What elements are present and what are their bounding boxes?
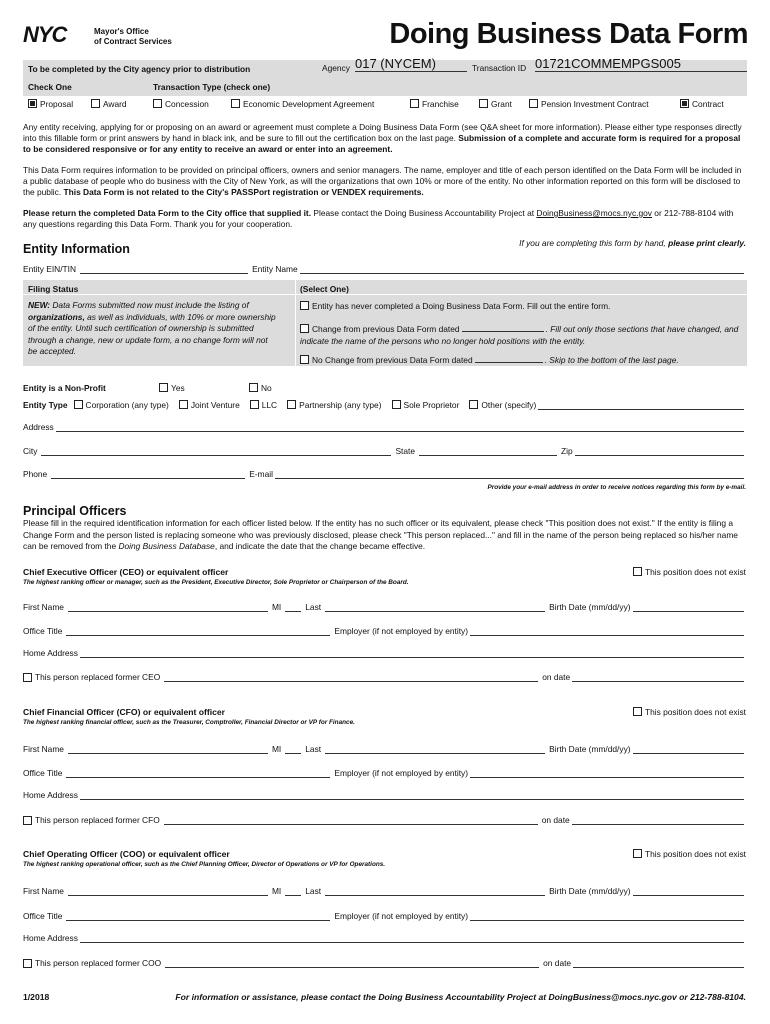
award-label: Award xyxy=(103,99,127,109)
coo-replaced-input[interactable] xyxy=(165,956,539,968)
intro-p3 xyxy=(23,208,747,230)
cfo-first-label: First Name xyxy=(23,744,64,754)
cfo-home-input[interactable] xyxy=(80,789,744,800)
ceo-birth-label: Birth Date (mm/dd/yy) xyxy=(549,602,631,612)
award-checkbox[interactable] xyxy=(91,99,100,108)
proposal-label: Proposal xyxy=(40,99,74,109)
type-partnership[interactable] xyxy=(287,400,381,410)
opt-nochange[interactable] xyxy=(300,351,679,365)
coo-not-exist-checkbox[interactable] xyxy=(633,849,642,858)
change-label-a: Change from previous Data Form dated xyxy=(312,324,460,334)
new-note xyxy=(28,300,276,358)
opt-change[interactable] xyxy=(300,320,740,347)
office-line1: Mayor's Office xyxy=(94,27,149,36)
cfo-employer-input[interactable] xyxy=(470,767,744,778)
ceo-replaced-row xyxy=(23,670,746,682)
ceo-name-row xyxy=(23,600,746,612)
zip-label: Zip xyxy=(561,446,573,456)
coo-on-date-input[interactable] xyxy=(573,957,744,968)
ceo-mi-label: MI xyxy=(271,602,282,612)
franchise-label: Franchise xyxy=(422,99,459,109)
entity-name-label: Entity Name xyxy=(252,264,298,274)
grant-checkbox[interactable] xyxy=(479,99,488,108)
check-one-label: Check One xyxy=(28,82,72,92)
to-be-completed: To be completed by the City agency prior to distribution xyxy=(28,64,251,74)
opt-franchise[interactable] xyxy=(410,99,459,109)
ceo-employer-label: Employer (if not employed by entity) xyxy=(334,626,469,636)
corp-checkbox[interactable] xyxy=(74,400,83,409)
intro-p3-bold: Please return the completed Data Form to the City office that supplied it. xyxy=(23,208,312,218)
coo-birth-input[interactable] xyxy=(633,885,744,896)
ceo-replaced-checkbox[interactable] xyxy=(23,673,32,682)
nonprofit-no[interactable] xyxy=(249,383,272,393)
ceo-on-date-input[interactable] xyxy=(572,671,744,682)
entity-type-row xyxy=(23,399,746,410)
opt-concession[interactable] xyxy=(153,99,209,109)
coo-replaced-checkbox[interactable] xyxy=(23,959,32,968)
proposal-checkbox[interactable] xyxy=(28,99,37,108)
coo-not-exist[interactable] xyxy=(633,849,746,859)
ceo-birth-input[interactable] xyxy=(633,601,744,612)
entity-type-label: Entity Type xyxy=(23,400,68,410)
cfo-birth-input[interactable] xyxy=(633,743,744,754)
address-row xyxy=(23,421,746,432)
ein-label: Entity EIN/TIN xyxy=(23,264,77,274)
contract-label: Contract xyxy=(692,99,724,109)
opt-pension[interactable] xyxy=(529,99,649,109)
new-note-a: NEW: xyxy=(28,300,51,310)
address-label: Address xyxy=(23,422,54,432)
cfo-mi-input[interactable] xyxy=(285,742,301,754)
nonprofit-yes[interactable] xyxy=(159,383,185,393)
hand-note xyxy=(519,238,746,248)
office-line2: of Contract Services xyxy=(94,37,172,46)
select-one-label: (Select One) xyxy=(300,284,349,294)
cfo-title-row xyxy=(23,766,746,778)
footer-note: For information or assistance, please contact the Doing Business Accountability Project at DoingBusiness@mocs.nyc.gov or 212-788-8104. xyxy=(175,992,746,1002)
ceo-office-title-input[interactable] xyxy=(66,624,330,636)
intro-p3-text2: or 212-788-8104 with any questions regarding this Data Form. Thank you for your cooperation. xyxy=(23,208,734,229)
opt-never[interactable] xyxy=(300,301,610,311)
partnership-checkbox[interactable] xyxy=(287,400,296,409)
ein-input[interactable] xyxy=(80,262,248,274)
ceo-not-exist[interactable] xyxy=(633,567,746,577)
cfo-not-exist[interactable] xyxy=(633,707,746,717)
type-llc[interactable] xyxy=(250,400,277,410)
coo-replaced-row xyxy=(23,956,746,968)
entity-heading: Entity Information xyxy=(23,242,130,256)
opt-grant[interactable] xyxy=(479,99,512,109)
email-input[interactable] xyxy=(275,468,744,479)
coo-sub: The highest ranking operational officer, such as the Chief Planning Officer, Director of Operations or VP for Operations. xyxy=(23,861,386,868)
intro-p2-text: This Data Form requires information to be provided on principal officers, owners and senior managers. The name, employer and title of each person identified on the Data Form will be included in a public database of people who do business with the City of New York, as will the organizations that own 10% or more of the entity. No other information reported on this form will be disclosed to the public. xyxy=(23,165,742,197)
email-note: Provide your e-mail address in order to receive notices regarding this form by e-mail. xyxy=(487,484,746,491)
nochange-label-b: . Skip to the bottom of the last page. xyxy=(544,355,679,365)
ceo-home-label: Home Address xyxy=(23,648,78,658)
corp-label: Corporation (any type) xyxy=(85,400,169,410)
grant-label: Grant xyxy=(491,99,512,109)
cfo-last-input[interactable] xyxy=(325,742,545,754)
coo-home-input[interactable] xyxy=(80,932,744,943)
entity-name-input[interactable] xyxy=(300,263,744,274)
address-input[interactable] xyxy=(56,421,744,432)
opt-award[interactable] xyxy=(91,99,127,109)
intro-p3-text: Please contact the Doing Business Accountability Project at xyxy=(313,208,535,218)
transaction-field[interactable]: 01721COMMEMPGS005 xyxy=(535,56,747,72)
cfo-home-label: Home Address xyxy=(23,790,78,800)
coo-home-label: Home Address xyxy=(23,933,78,943)
type-other[interactable] xyxy=(469,400,536,410)
opt-contract[interactable] xyxy=(680,99,724,109)
coo-last-input[interactable] xyxy=(325,884,545,896)
eda-checkbox[interactable] xyxy=(231,99,240,108)
coo-office-title-label: Office Title xyxy=(23,911,63,921)
ein-row xyxy=(23,262,746,274)
ceo-employer-input[interactable] xyxy=(470,625,744,636)
coo-birth-label: Birth Date (mm/dd/yy) xyxy=(549,886,631,896)
coo-title-row xyxy=(23,909,746,921)
coo-not-exist-label: This position does not exist xyxy=(644,849,746,859)
type-jv[interactable] xyxy=(179,400,240,410)
filing-hdivider xyxy=(23,294,747,295)
principal-heading: Principal Officers xyxy=(23,504,127,518)
office-name xyxy=(94,27,172,47)
other-label: Other (specify) xyxy=(481,400,537,410)
change-checkbox[interactable] xyxy=(300,324,309,333)
contract-checkbox[interactable] xyxy=(680,99,689,108)
zip-input[interactable] xyxy=(575,445,744,456)
state-input[interactable] xyxy=(419,444,557,456)
hand-note-b: please print clearly. xyxy=(668,238,746,248)
change-label-b: . Fill out only those sections that have changed, and indicate the name of the persons who no longer hold positions with the entity. xyxy=(300,324,739,346)
no-label: No xyxy=(261,383,272,393)
cfo-mi-label: MI xyxy=(271,744,282,754)
ceo-mi-input[interactable] xyxy=(285,600,301,612)
llc-checkbox[interactable] xyxy=(250,400,259,409)
cfo-not-exist-label: This position does not exist xyxy=(644,707,746,717)
coo-name-row xyxy=(23,884,746,896)
coo-first-label: First Name xyxy=(23,886,64,896)
cfo-birth-label: Birth Date (mm/dd/yy) xyxy=(549,744,631,754)
ceo-on-date-label: on date xyxy=(542,672,571,682)
concession-checkbox[interactable] xyxy=(153,99,162,108)
ceo-not-exist-checkbox[interactable] xyxy=(633,567,642,576)
intro-p2 xyxy=(23,165,747,198)
principal-desc xyxy=(23,518,747,553)
other-checkbox[interactable] xyxy=(469,400,478,409)
cfo-name-row xyxy=(23,742,746,754)
other-specify-input[interactable] xyxy=(538,399,744,410)
coo-office-title-input[interactable] xyxy=(66,909,330,921)
phone-label: Phone xyxy=(23,469,48,479)
never-label: Entity has never completed a Doing Business Data Form. Fill out the entire form. xyxy=(312,301,611,311)
cfo-title: Chief Financial Officer (CFO) or equivalent officer xyxy=(23,707,225,717)
phone-input[interactable] xyxy=(51,467,245,479)
pension-checkbox[interactable] xyxy=(529,99,538,108)
opt-eda[interactable] xyxy=(231,99,374,109)
intro-p2-bold: This Data Form is not related to the City's PASSPort registration or VENDEX requirements. xyxy=(63,187,424,197)
filing-divider xyxy=(295,280,296,366)
yes-checkbox[interactable] xyxy=(159,383,168,392)
ceo-home-input[interactable] xyxy=(80,647,744,658)
agency-label: Agency xyxy=(322,63,350,73)
concession-label: Concession xyxy=(165,99,209,109)
cfo-home-row xyxy=(23,789,746,800)
eda-label: Economic Development Agreement xyxy=(243,99,375,109)
city-label: City xyxy=(23,446,38,456)
transaction-label: Transaction ID xyxy=(472,63,527,73)
new-note-b: Data Forms submitted now must include the listing of xyxy=(52,300,249,310)
sole-label: Sole Proprietor xyxy=(403,400,460,410)
footer-date: 1/2018 xyxy=(23,992,50,1002)
coo-title: Chief Operating Officer (COO) or equivalent officer xyxy=(23,849,230,859)
cfo-office-title-label: Office Title xyxy=(23,768,63,778)
ceo-last-label: Last xyxy=(305,602,322,612)
nonprofit-label: Entity is a Non-Profit xyxy=(23,383,106,393)
coo-mi-label: MI xyxy=(271,886,282,896)
principal-desc-b: , and indicate the date that the change became effective. xyxy=(214,541,426,551)
coo-employer-input[interactable] xyxy=(470,910,744,921)
nochange-date-input[interactable] xyxy=(475,351,543,363)
contact-email-link[interactable]: DoingBusiness@mocs.nyc.gov xyxy=(536,208,652,218)
cfo-last-label: Last xyxy=(305,744,322,754)
pension-label: Pension Investment Contract xyxy=(541,99,649,109)
change-date-input[interactable] xyxy=(462,320,544,332)
coo-replaced-label: This person replaced former COO xyxy=(35,958,162,968)
cfo-first-input[interactable] xyxy=(68,742,268,754)
type-corp[interactable] xyxy=(74,400,169,410)
ceo-sub: The highest ranking officer or manager, such as the President, Executive Director, Sole Proprietor or Chairperson of the Board. xyxy=(23,579,409,586)
cfo-replaced-checkbox[interactable] xyxy=(23,816,32,825)
coo-first-input[interactable] xyxy=(68,884,268,896)
coo-last-label: Last xyxy=(305,886,322,896)
transaction-type-label: Transaction Type (check one) xyxy=(153,82,271,92)
city-input[interactable] xyxy=(41,444,391,456)
nochange-label-a: No Change from previous Data Form dated xyxy=(312,355,473,365)
nochange-checkbox[interactable] xyxy=(300,355,309,364)
never-checkbox[interactable] xyxy=(300,301,309,310)
cfo-sub: The highest ranking financial officer, such as the Treasurer, Comptroller, Financial Director or VP for Finance. xyxy=(23,719,355,726)
llc-label: LLC xyxy=(261,400,278,410)
state-label: State xyxy=(395,446,415,456)
intro-p1-text: Any entity receiving, applying for or proposing on an award or agreement must complete a Doing Business Data Form (see Q&A sheet for more information). Please either type responses directly into this fillable form or print answers by hand in black ink, and be sure to fill out the certification box on the last page. xyxy=(23,122,742,143)
cfo-office-title-input[interactable] xyxy=(66,766,330,778)
filing-status-label: Filing Status xyxy=(28,284,79,294)
new-note-d: as well as individuals, with 10% or more ownership of the entity. Until such certification of ownership is submitted through a change, new or update form, a no change form will not be accepted. xyxy=(28,311,276,356)
jv-label: Joint Venture xyxy=(190,400,240,410)
ceo-first-label: First Name xyxy=(23,602,64,612)
cfo-employer-label: Employer (if not employed by entity) xyxy=(334,768,469,778)
city-row xyxy=(23,444,746,456)
principal-desc-a: Please fill in the required identification information for each officer listed below. If the entity has no such officer or its equivalent, please check "This position does not exist." If the entity is filing a Change Form and the person listed is replacing someone who was previously disclosed, please check "This person replaced..." and fill in the name of the person being replaced so his/her name can be removed from the xyxy=(23,518,738,551)
coo-mi-input[interactable] xyxy=(285,884,301,896)
partnership-label: Partnership (any type) xyxy=(299,400,382,410)
email-label: E-mail xyxy=(249,469,273,479)
intro-p1 xyxy=(23,122,747,155)
cfo-replaced-input[interactable] xyxy=(164,813,538,825)
ceo-title: Chief Executive Officer (CEO) or equivalent officer xyxy=(23,567,229,577)
opt-proposal[interactable] xyxy=(28,99,73,109)
form-title: Doing Business Data Form xyxy=(389,18,748,50)
cfo-not-exist-checkbox[interactable] xyxy=(633,707,642,716)
franchise-checkbox[interactable] xyxy=(410,99,419,108)
hand-note-a: If you are completing this form by hand, xyxy=(519,238,666,248)
ceo-home-row xyxy=(23,647,746,658)
jv-checkbox[interactable] xyxy=(179,400,188,409)
sole-checkbox[interactable] xyxy=(392,400,401,409)
no-checkbox[interactable] xyxy=(249,383,258,392)
cfo-on-date-input[interactable] xyxy=(572,814,744,825)
ceo-office-title-label: Office Title xyxy=(23,626,63,636)
cfo-replaced-label: This person replaced former CFO xyxy=(35,815,160,825)
phone-row xyxy=(23,467,746,479)
ceo-not-exist-label: This position does not exist xyxy=(644,567,746,577)
cfo-on-date-label: on date xyxy=(541,815,570,825)
ceo-title-row xyxy=(23,624,746,636)
cfo-replaced-row xyxy=(23,813,746,825)
new-note-c: organizations, xyxy=(28,311,85,322)
ceo-replaced-label: This person replaced former CEO xyxy=(35,672,161,682)
intro-p1-bold: Submission of a complete and accurate form is required for a proposal to be considered responsive or for any entity to receive an award or enter into an agreement. xyxy=(23,133,741,154)
ceo-last-input[interactable] xyxy=(325,600,545,612)
coo-home-row xyxy=(23,932,746,943)
coo-on-date-label: on date xyxy=(543,958,572,968)
yes-label: Yes xyxy=(171,383,185,393)
agency-field[interactable]: 017 (NYCEM) xyxy=(355,56,467,72)
ceo-replaced-input[interactable] xyxy=(164,670,538,682)
ceo-first-input[interactable] xyxy=(68,600,268,612)
principal-desc-db: Doing Business Database xyxy=(118,541,215,551)
coo-employer-label: Employer (if not employed by entity) xyxy=(334,911,469,921)
type-sole[interactable] xyxy=(392,400,460,410)
nyc-logo: NYC xyxy=(23,22,67,47)
